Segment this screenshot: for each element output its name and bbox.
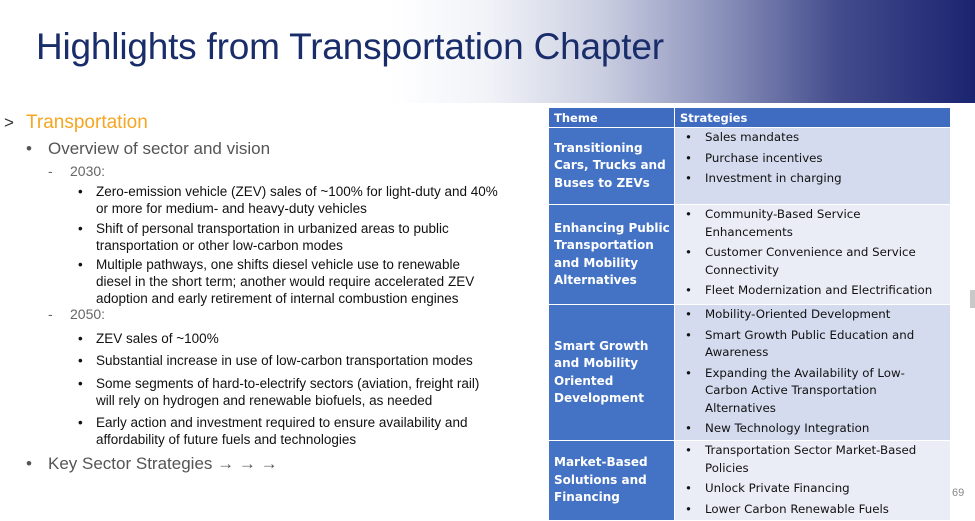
heading-text: Transportation bbox=[26, 112, 148, 133]
overview-text: Overview of sector and vision bbox=[48, 139, 271, 158]
heading-transportation bbox=[4, 112, 148, 134]
table-row bbox=[549, 128, 951, 205]
strategy-item: • Mobility-Oriented Development bbox=[685, 307, 891, 321]
key-strategies-text: Key Sector Strategies → → → bbox=[48, 454, 278, 473]
strategy-item: • Transportation Sector Market-Based Policies bbox=[685, 443, 917, 475]
strategy-item: • Investment in charging bbox=[685, 171, 842, 185]
strategy-item: • Community-Based Service Enhancements bbox=[685, 207, 861, 239]
scroll-edge bbox=[970, 290, 975, 308]
column-header-strategies: Strategies bbox=[675, 108, 951, 128]
strategies-table bbox=[548, 107, 951, 521]
strategy-item: • New Technology Integration bbox=[685, 421, 870, 435]
theme-cell: Enhancing Public Transportation and Mobility Alternatives bbox=[549, 205, 675, 305]
year-2030-label: - 2030: bbox=[48, 163, 106, 179]
list-item: • Early action and investment required to ensure availability and affordability of future fuels and technologies bbox=[78, 415, 468, 447]
list-item: • Shift of personal transportation in urbanized areas to public transportation or other low-carbon modes bbox=[78, 221, 449, 253]
strategy-item: • Unlock Private Financing bbox=[685, 481, 850, 495]
list-item: • Substantial increase in use of low-carbon transportation modes bbox=[78, 353, 473, 368]
strategy-item: • Expanding the Availability of Low-Carbon Active Transportation Alternatives bbox=[685, 365, 905, 415]
strategy-item: • Smart Growth Public Education and Awareness bbox=[685, 327, 915, 359]
table-row bbox=[549, 205, 951, 305]
table-row bbox=[549, 305, 951, 441]
strategy-item: • Fleet Modernization and Electrification bbox=[685, 283, 933, 297]
list-item: • Some segments of hard-to-electrify sectors (aviation, freight rail) will rely on hydrogen and renewable biofuels, as needed bbox=[78, 376, 480, 408]
list-item: • Multiple pathways, one shifts diesel vehicle use to renewable diesel in the short term; another would require accelerated ZEV adoption and early retirement of internal combustion engines bbox=[78, 257, 475, 306]
strategy-item: • Customer Convenience and Service Connectivity bbox=[685, 245, 916, 277]
year-2050-label: - 2050: bbox=[48, 306, 106, 322]
page-number: 69 bbox=[952, 487, 965, 499]
theme-cell: Transitioning Cars, Trucks and Buses to ZEVs bbox=[549, 128, 675, 205]
chevron-right-icon: > bbox=[4, 113, 14, 132]
theme-cell: Smart Growth and Mobility Oriented Development bbox=[549, 305, 675, 441]
strategy-item: • Sales mandates bbox=[685, 130, 800, 144]
table-row bbox=[549, 441, 951, 521]
key-strategies-item: • Key Sector Strategies → → → bbox=[26, 454, 278, 473]
list-item: • ZEV sales of ~100% bbox=[78, 331, 219, 346]
overview-item: • Overview of sector and vision bbox=[26, 139, 271, 158]
list-item: • Zero-emission vehicle (ZEV) sales of ~100% for light-duty and 40% or more for medium- and heavy-duty vehicles bbox=[78, 184, 498, 216]
slide-title: Highlights from Transportation Chapter bbox=[36, 26, 664, 67]
theme-cell: Market-Based Solutions and Financing bbox=[549, 441, 675, 521]
strategy-item: • Purchase incentives bbox=[685, 150, 823, 165]
column-header-theme: Theme bbox=[549, 108, 675, 128]
strategy-item: • Lower Carbon Renewable Fuels bbox=[685, 501, 889, 516]
